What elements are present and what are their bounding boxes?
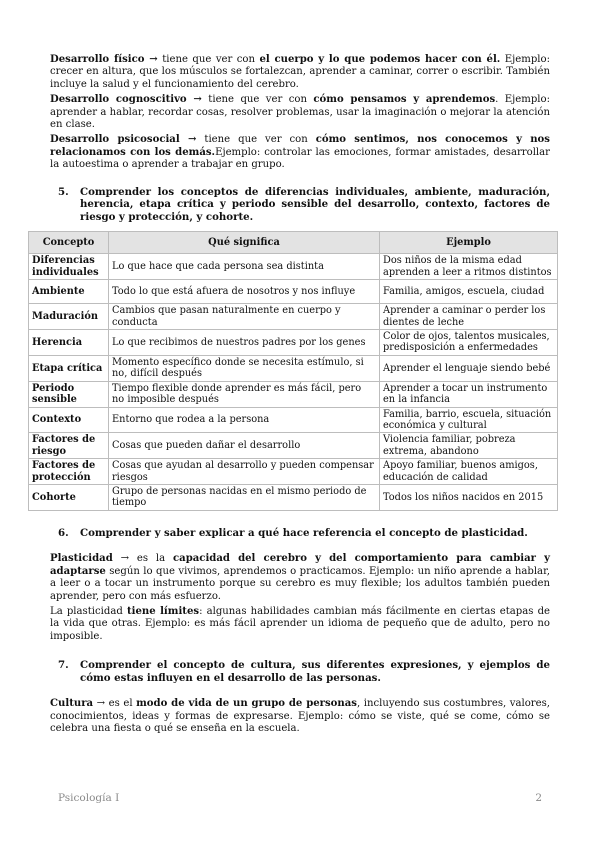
- bold-span: modo de vida de un grupo de personas: [136, 698, 357, 710]
- table-row: [29, 254, 558, 280]
- table-cell-example: Aprender a caminar o perder los dientes de leche: [380, 304, 558, 330]
- paragraph-desarrollo-psicosocial: [50, 134, 550, 171]
- term-cultura: Cultura: [50, 698, 94, 710]
- page-number: 2: [535, 792, 542, 804]
- paragraph-desarrollo-fisico: [50, 54, 550, 91]
- table-row: [29, 433, 558, 459]
- text-span: Ejemplo: crecer en altura, que los músculos se fortalezcan, aprender a caminar, correr o escribir. También incluye la salud y el funcionamiento del cerebro.: [50, 54, 550, 90]
- table-row: [29, 280, 558, 304]
- paragraph-desarrollo-cognoscitivo: [50, 94, 550, 131]
- bold-span: capacidad del cerebro y del comportamiento para cambiar y adaptarse: [50, 553, 550, 577]
- text-span: La plasticidad: [50, 605, 127, 617]
- table-cell-concept: Ambiente: [29, 280, 109, 304]
- text-span: tiene que ver con: [201, 94, 314, 106]
- table-cell-meaning: Cosas que pueden dañar el desarrollo: [109, 433, 380, 459]
- paragraph-cultura: [50, 698, 550, 735]
- text-span: : algunas habilidades cambian más fácilmente en ciertas etapas de la vida que otras. Ejemplo: es más fácil aprender un idioma de pequeño que de adulto, pero no imposible.: [50, 605, 550, 642]
- table-cell-example: Color de ojos, talentos musicales, predisposición a enfermedades: [380, 330, 558, 356]
- section-number: 6.: [58, 526, 69, 539]
- table-row: [29, 484, 558, 510]
- term-desarrollo-cognoscitivo: Desarrollo cognoscitivo →: [50, 94, 202, 106]
- column-header: Concepto: [29, 232, 109, 254]
- term-desarrollo-psicosocial: Desarrollo psicosocial →: [50, 134, 197, 146]
- bold-span: el cuerpo y lo que podemos hacer con él.: [259, 54, 501, 65]
- section-heading-6: [50, 527, 550, 540]
- text-span: → es el: [93, 698, 137, 710]
- table-cell-concept: Factores de protección: [29, 459, 109, 485]
- table-cell-example: Todos los niños nacidos en 2015: [380, 484, 558, 510]
- paragraph-plasticidad-limites: [50, 606, 550, 643]
- table-cell-concept: Diferencias individuales: [29, 254, 109, 280]
- text-span: → es la: [112, 553, 174, 565]
- table-row: [29, 407, 558, 433]
- page-footer: [58, 792, 542, 804]
- text-span: tiene que ver con: [157, 54, 260, 65]
- section-title: Comprender el concepto de cultura, sus diferentes expresiones, y ejemplos de cómo estas influyen en el desarrollo de las personas.: [80, 659, 550, 684]
- section-number: 5.: [58, 185, 69, 198]
- table-cell-concept: Contexto: [29, 407, 109, 433]
- table-cell-meaning: Cosas que ayudan al desarrollo y pueden compensar riesgos: [109, 459, 380, 485]
- text-span: , incluyendo sus costumbres, valores, conocimientos, ideas y formas de expresarse. Ejemplo: cómo se viste, qué se come, cómo se celebra una fiesta o qué se enseña en la escuela.: [50, 698, 550, 735]
- table-row: [29, 330, 558, 356]
- term-plasticidad: Plasticidad: [50, 553, 113, 565]
- table-cell-meaning: Momento específico donde se necesita estímulo, si no, difícil después: [109, 355, 380, 381]
- section-heading-7: [50, 659, 550, 684]
- table-cell-example: Aprender el lenguaje siendo bebé: [380, 355, 558, 381]
- table-header-row: [29, 232, 558, 254]
- table-cell-concept: Etapa crítica: [29, 355, 109, 381]
- table-cell-example: Dos niños de la misma edad aprenden a leer a ritmos distintos: [380, 254, 558, 280]
- table-cell-concept: Herencia: [29, 330, 109, 356]
- table-cell-example: Violencia familiar, pobreza extrema, abandono: [380, 433, 558, 459]
- table-row: [29, 381, 558, 407]
- column-header: Ejemplo: [380, 232, 558, 254]
- text-span: tiene que ver con: [196, 134, 316, 146]
- bold-span: cómo pensamos y aprendemos: [313, 94, 496, 106]
- table-cell-example: Familia, amigos, escuela, ciudad: [380, 280, 558, 304]
- column-header: Qué significa: [109, 232, 380, 254]
- table-cell-concept: Maduración: [29, 304, 109, 330]
- text-span: Ejemplo: controlar las emociones, formar amistades, desarrollar la autoestima o aprender a trabajar en grupo.: [50, 146, 550, 171]
- table-cell-meaning: Tiempo flexible donde aprender es más fácil, pero no imposible después: [109, 381, 380, 407]
- table-row: [29, 459, 558, 485]
- table-cell-meaning: Grupo de personas nacidas en el mismo periodo de tiempo: [109, 484, 380, 510]
- section-title: Comprender y saber explicar a qué hace referencia el concepto de plasticidad.: [80, 526, 528, 539]
- document-page: [32, 54, 552, 739]
- table-cell-concept: Cohorte: [29, 484, 109, 510]
- text-span: . Ejemplo: aprender a hablar, recordar cosas, resolver problemas, usar la imaginación o mejorar la atención en clase.: [50, 94, 550, 131]
- bold-span: cómo sentimos, nos conocemos y nos relacionamos con los demás.: [50, 134, 550, 158]
- table-cell-meaning: Lo que hace que cada persona sea distinta: [109, 254, 380, 280]
- text-span: según lo que vivimos, aprendemos o practicamos. Ejemplo: un niño aprende a hablar, a leer o a tocar un instrumento porque su cerebro es muy flexible; los adultos también pueden aprender, pero con más esfuerzo.: [50, 565, 550, 602]
- table-cell-meaning: Todo lo que está afuera de nosotros y nos influye: [109, 280, 380, 304]
- footer-course-name: Psicología I: [58, 792, 120, 804]
- term-desarrollo-fisico: Desarrollo físico →: [50, 54, 158, 65]
- table-cell-meaning: Cambios que pasan naturalmente en cuerpo y conducta: [109, 304, 380, 330]
- section-heading-5: [50, 186, 550, 224]
- concepts-table: [28, 231, 558, 510]
- table-cell-meaning: Lo que recibimos de nuestros padres por los genes: [109, 330, 380, 356]
- table-cell-meaning: Entorno que rodea a la persona: [109, 407, 380, 433]
- table-row: [29, 304, 558, 330]
- table-cell-example: Aprender a tocar un instrumento en la infancia: [380, 381, 558, 407]
- section-title: Comprender los conceptos de diferencias individuales, ambiente, maduración, herencia, etapa crítica y periodo sensible del desarrollo, contexto, factores de riesgo y protección, y cohorte.: [80, 185, 550, 223]
- bold-span: tiene límites: [126, 605, 200, 617]
- paragraph-plasticidad: [50, 553, 550, 603]
- table-cell-concept: Factores de riesgo: [29, 433, 109, 459]
- table-row: [29, 355, 558, 381]
- section-number: 7.: [58, 659, 69, 672]
- table-cell-example: Familia, barrio, escuela, situación económica y cultural: [380, 407, 558, 433]
- table-cell-example: Apoyo familiar, buenos amigos, educación de calidad: [380, 459, 558, 485]
- table-cell-concept: Periodo sensible: [29, 381, 109, 407]
